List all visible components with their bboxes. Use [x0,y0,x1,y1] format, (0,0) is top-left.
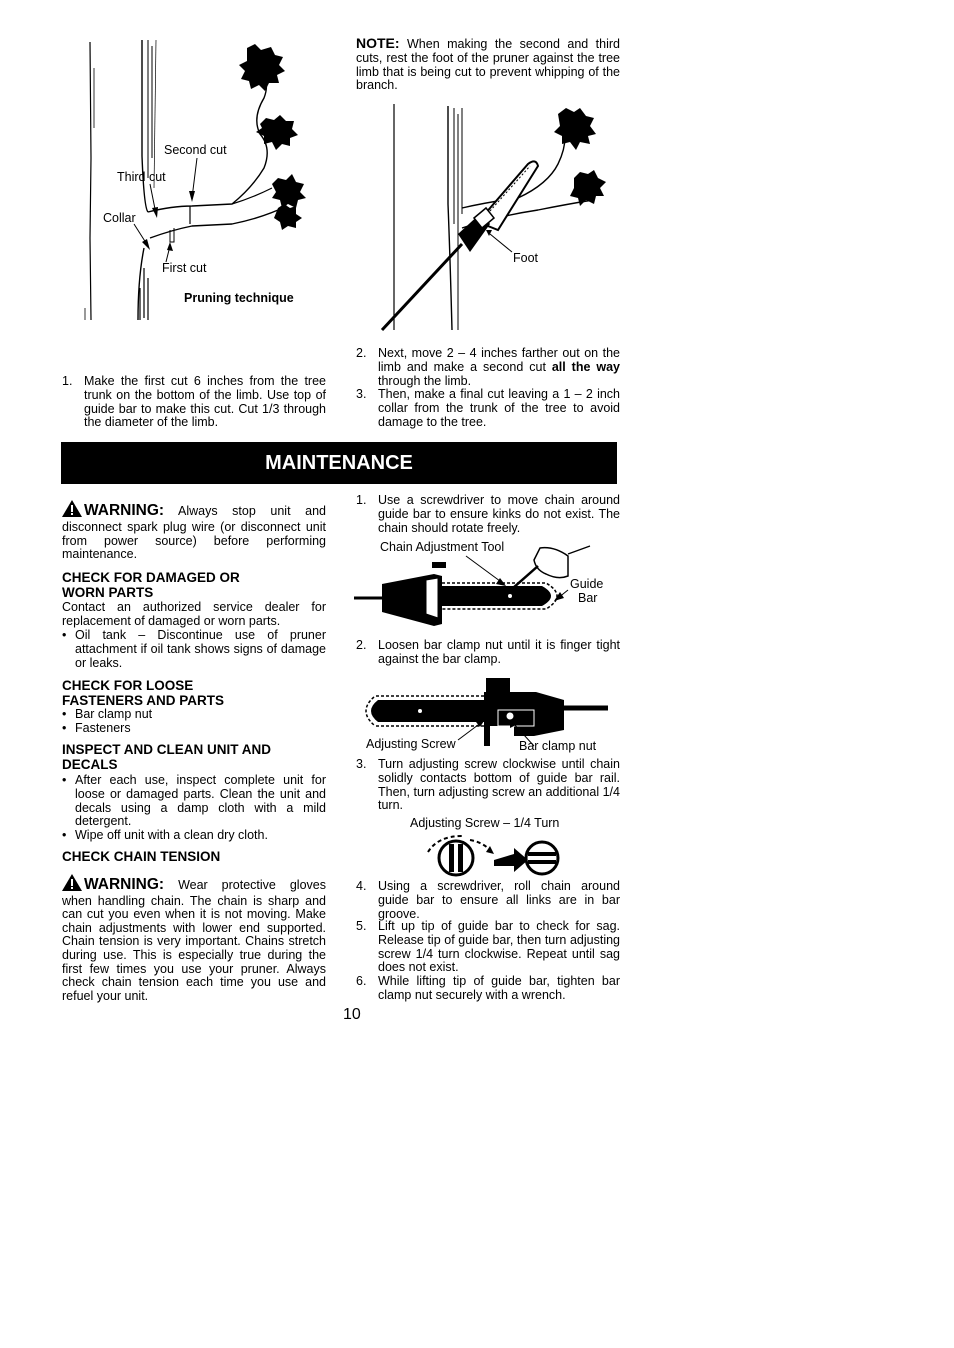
bullet-fasteners [62,722,326,736]
note-paragraph [356,37,620,93]
step-number: 1. [62,374,73,388]
chain-adjustment-tool-label: Chain Adjustment Tool [380,540,505,554]
bullet-text: After each use, inspect complete unit for loose or damaged parts. Clean the unit and decals using a damp cloth with a mild detergent. [75,773,326,829]
bullet-text: Bar clamp nut [75,707,153,721]
heading-loose-fasteners: CHECK FOR LOOSE FASTENERS AND PARTS [62,678,225,708]
bullet-dot: • [62,721,67,735]
note-text: When making the second and third cuts, rest the foot of the pruner against the tree limb that is being cut to prevent whipping of the branch. [356,37,620,93]
step-2-pruning [356,347,620,389]
third-cut-label: Third cut [117,170,166,184]
warning-icon [62,874,82,895]
step-text-part: through the limb. [378,373,472,388]
warning-text: Always stop unit and disconnect spark plug wire (or disconnect unit from power source) before performing maintenance. [62,504,326,562]
pruning-technique-figure [82,38,317,322]
step-number: 6. [356,974,367,988]
bullet-dot: • [62,828,67,842]
bullet-text: Fasteners [75,721,131,735]
step-3-chain [356,758,620,814]
bullet-text: Oil tank – Discontinue use of pruner attachment if oil tank shows signs of damage or leaks. [75,628,326,670]
step-number: 4. [356,879,367,893]
collar-label: Collar [103,211,136,225]
pruner-foot-figure [378,104,622,332]
step-text: Turn adjusting screw clockwise until chain solidly contacts bottom of guide bar rail. Then, turn adjusting screw an additional 1/4 turn. [378,757,620,813]
step-text: Using a screwdriver, roll chain around guide bar to ensure all links are in bar groove. [378,879,620,921]
step-2-chain [356,639,620,667]
guide-label: Guide [570,577,604,591]
adjusting-screw-label: Adjusting Screw [366,737,456,751]
step-number: 5. [356,919,367,933]
heading-inspect-clean: INSPECT AND CLEAN UNIT AND DECALS [62,742,271,772]
step-number: 3. [356,757,367,771]
bullet-after-each-use [62,774,326,830]
step-1-chain [356,494,620,536]
warning-2 [62,874,326,1003]
step-4-chain [356,880,620,922]
quarter-turn-illustration [424,832,564,878]
banner-title: MAINTENANCE [265,452,413,474]
step-text: Lift up tip of guide bar to check for sag. Release tip of guide bar, then turn adjusting screw 1/4 turn clockwise. Repeat until sag does not exist. [378,919,620,975]
step-5-chain [356,920,620,976]
step-3-pruning [356,388,620,430]
heading-damaged-parts: CHECK FOR DAMAGED OR WORN PARTS [62,570,240,600]
step-number: 3. [356,387,367,401]
pruner-against-limb-illustration [378,104,622,332]
quarter-turn-caption: Adjusting Screw – 1/4 Turn [410,816,560,830]
figure-caption: Pruning technique [184,291,294,305]
bullet-oil-tank [62,629,326,671]
step-text: Use a screwdriver to move chain around guide bar to ensure kinks do not exist. The chain should rotate freely. [378,493,620,535]
damaged-parts-body: Contact an authorized service dealer for replacement of damaged or worn parts. [62,600,326,628]
step-text-bold: all the way [551,359,620,374]
step-6-chain [356,975,620,1003]
warning-1 [62,500,326,562]
step-number: 2. [356,346,367,360]
warning-icon [62,500,82,521]
warning-word: WARNING: [84,502,165,519]
step-text: While lifting tip of guide bar, tighten bar clamp nut securely with a wrench. [378,974,620,1002]
bullet-dot: • [62,628,67,642]
bullet-wipe-off [62,829,326,843]
second-cut-label: Second cut [164,143,227,157]
warning-word: WARNING: [84,876,165,893]
bullet-dot: • [62,707,67,721]
note-label: NOTE: [356,35,400,51]
quarter-turn-figure [424,832,564,878]
step-number: 2. [356,638,367,652]
step-text: Make the first cut 6 inches from the tree trunk on the bottom of the limb. Use top of guide bar to make this cut. Cut 1/3 through the diameter of the limb. [84,374,326,430]
step-text: Then, make a final cut leaving a 1 – 2 inch collar from the trunk of the tree to avoid damage to the tree. [378,387,620,429]
step-text-part: Next, move 2 – 4 inches farther out on the limb and make a second cut [378,346,620,374]
maintenance-banner [61,442,617,484]
bullet-bar-clamp-nut [62,708,326,722]
step-1-pruning [62,375,326,431]
warning-text: Wear protective gloves when handling chain. The chain is sharp and can cut you even when it is not moving. Make chain adjustments with lower end supported. Chain tension is very important. Chains stretch during use. This is especially true during the first few times you use your pruner. Always check chain tension each time you use and refuel your unit. [62,878,326,1003]
chain-adjustment-figure [354,540,618,635]
heading-chain-tension: CHECK CHAIN TENSION [62,849,221,864]
step-text: Loosen bar clamp nut until it is finger tight against the bar clamp. [378,638,620,666]
step-text [378,347,620,388]
foot-label: Foot [513,251,539,265]
first-cut-label: First cut [162,261,207,275]
bar-label: Bar [578,591,598,605]
bar-clamp-nut-label: Bar clamp nut [519,739,597,753]
bullet-dot: • [62,773,67,787]
bullet-text: Wipe off unit with a clean dry cloth. [75,828,268,842]
page-number: 10 [343,1006,361,1023]
step-number: 1. [356,493,367,507]
